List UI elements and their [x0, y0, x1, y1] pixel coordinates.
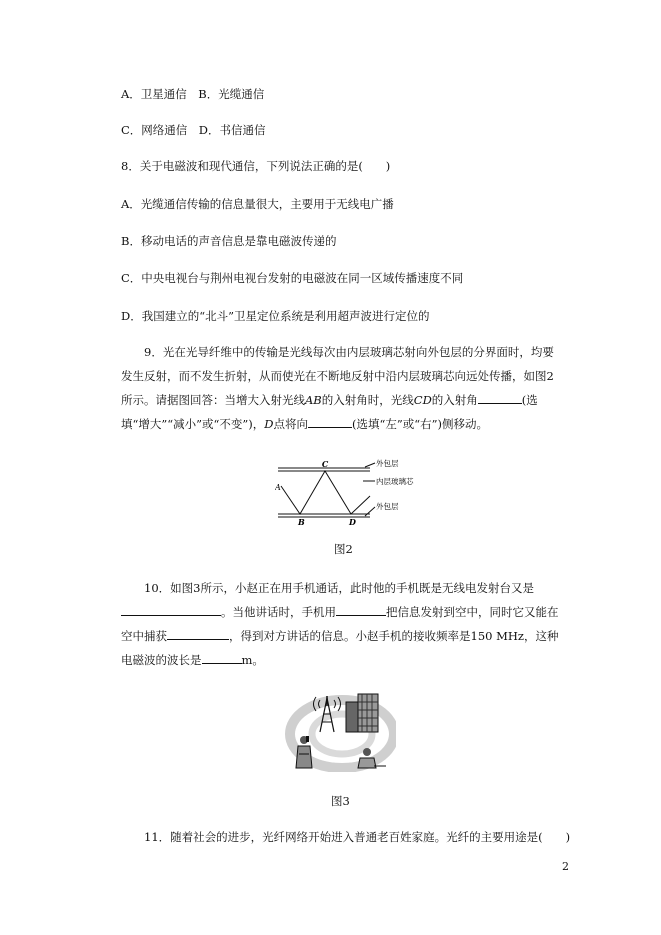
q11-stem: 11．随着社会的进步，光纤网络开始进入普通老百姓家庭。光纤的主要用途是( )	[144, 830, 571, 844]
label-d: D	[349, 517, 356, 527]
q8-stem: 8．关于电磁波和现代通信，下列说法正确的是( )	[121, 159, 391, 173]
q9-text: 9．光在光导纤维中的传输是光线每次由内层玻璃芯射向外包层的分界面时，均要发生反射，而不发生折射，从而使光在不断地反射中沿内层玻璃芯向远处传播，如图2所示。请据图回答：当增大入射光线AB的入射角时，光线CD的入射角 (选填“增大”“减小”或“不变”)，D点将向 (选填“左”或“右”)侧移动。	[121, 345, 554, 431]
label-b: B	[298, 517, 305, 527]
label-outer-top: 外包层	[376, 459, 399, 468]
q9-blank-1[interactable]	[478, 391, 522, 404]
phone-call-illustration	[282, 690, 396, 772]
q8-option-c: C．中央电视台与荆州电视台发射的电磁波在同一区域传播速度不同	[121, 271, 464, 285]
label-a: A	[275, 483, 281, 492]
q10-blank-4[interactable]	[202, 651, 242, 664]
q10-text: 10．如图3所示，小赵正在用手机通话，此时他的手机既是无线电发射台又是。当他讲话时，手机用 把信息发射到空中，同时它又能在空中捕获 ，得到对方讲话的信息。小赵手机的接收频率是150 MHz，这种电磁波的波长是 m。	[121, 581, 559, 667]
q10-blank-2[interactable]	[336, 603, 386, 616]
q7-options-line1: A．卫星通信 B．光缆通信	[121, 87, 265, 101]
q8-option-d: D．我国建立的“北斗”卫星定位系统是利用超声波进行定位的	[121, 309, 430, 323]
q8-option-b: B．移动电话的声音信息是靠电磁波传递的	[121, 234, 337, 248]
q9-blank-2[interactable]	[308, 415, 352, 428]
fig2-caption: 图2	[334, 542, 353, 556]
label-inner-core: 内层玻璃芯	[376, 477, 414, 486]
q8-option-a: A．光缆通信传输的信息量很大，主要用于无线电广播	[121, 197, 394, 211]
fig3-caption: 图3	[331, 794, 350, 808]
q10-blank-3[interactable]	[167, 627, 229, 640]
fiber-diagram	[275, 458, 450, 528]
q10-blank-1[interactable]	[121, 603, 221, 616]
label-outer-bottom: 外包层	[376, 502, 399, 511]
q7-options-line2: C．网络通信 D．书信通信	[121, 123, 266, 137]
page-number: 2	[562, 860, 569, 873]
label-c: C	[321, 459, 329, 469]
